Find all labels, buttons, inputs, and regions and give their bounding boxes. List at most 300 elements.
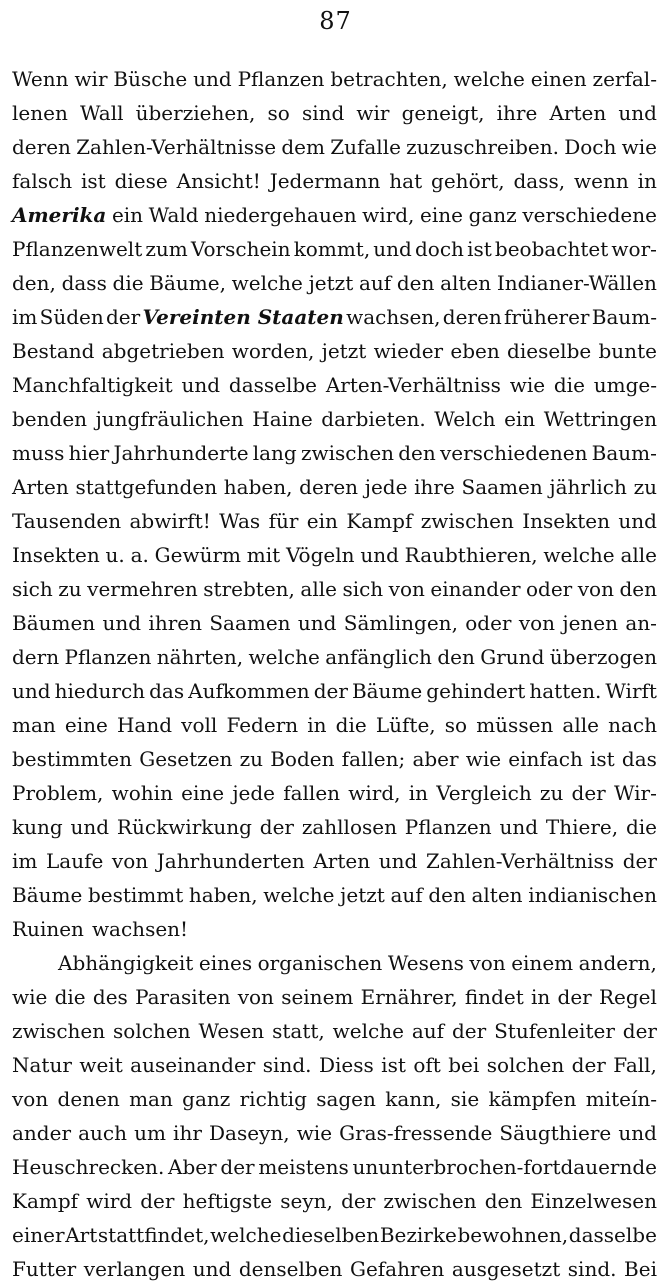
word: Bezirke: [379, 1223, 457, 1247]
word: seinem: [281, 985, 354, 1009]
word: ununterbrochen-fortdauernde: [352, 1155, 657, 1179]
word: wieder: [373, 339, 444, 363]
word: ihre: [414, 475, 455, 499]
text-line: [12, 1150, 657, 1184]
word: sich: [342, 577, 384, 601]
word: niedergehauen: [204, 203, 357, 227]
word: der: [105, 305, 141, 329]
text-line: [12, 504, 657, 538]
word: oft: [413, 1053, 441, 1077]
word: dasselbe: [568, 1223, 657, 1247]
word: Thiere,: [545, 815, 619, 839]
word: ist: [381, 1053, 406, 1077]
word: bestimmt: [87, 883, 184, 907]
word: und: [297, 611, 337, 635]
text-line: [12, 266, 657, 300]
word: ein: [306, 509, 338, 533]
word: muss: [12, 441, 65, 465]
word: ist: [80, 169, 106, 193]
word: Problem,: [12, 781, 104, 805]
word: indianischen: [528, 883, 657, 907]
word: deren: [442, 305, 502, 329]
word: benden: [12, 407, 88, 431]
word: die: [625, 815, 657, 839]
word: welche: [248, 645, 320, 669]
word: von: [12, 1087, 49, 1111]
word: jede: [364, 475, 408, 499]
word: Ernährer,: [360, 985, 458, 1009]
word: eine: [181, 781, 225, 805]
word: von: [518, 611, 556, 635]
word: einfach: [508, 747, 583, 771]
word: Abhängigkeit: [58, 951, 194, 975]
word: worden,: [231, 339, 315, 363]
word: Bestand: [12, 339, 95, 363]
word: wir: [74, 67, 108, 91]
word: die: [54, 985, 86, 1009]
word: jetzt: [321, 339, 367, 363]
word: Indianer-Wällen: [496, 271, 657, 295]
word: und: [12, 679, 51, 703]
word: Wesens: [387, 951, 464, 975]
word: weit: [79, 1053, 123, 1077]
word: in: [531, 985, 551, 1009]
text-line: [12, 62, 657, 96]
text-line: [12, 1048, 657, 1082]
word: fallen;: [341, 747, 406, 771]
word: zwischen: [12, 1019, 106, 1043]
word: Arten: [549, 101, 607, 125]
word: Arten: [12, 475, 69, 499]
word: zu: [58, 577, 82, 601]
word: Regel: [598, 985, 657, 1009]
word: hier: [68, 441, 110, 465]
text-line: [12, 198, 657, 232]
word: und: [618, 1121, 657, 1145]
word: Ansicht!: [176, 169, 261, 193]
body-text: [12, 62, 657, 1286]
word: Welch: [434, 407, 496, 431]
word: oder: [526, 577, 573, 601]
word: geneigt,: [401, 101, 485, 125]
text-line: [12, 402, 657, 436]
word: ihre: [496, 101, 538, 125]
word: wachsen!: [91, 917, 189, 941]
word: Rückwirkung: [116, 815, 252, 839]
word: andern,: [578, 951, 657, 975]
text-line: [12, 980, 657, 1014]
word: und: [193, 67, 232, 91]
word: Saamen: [461, 475, 543, 499]
word: um: [134, 1121, 166, 1145]
word: ihren: [148, 611, 202, 635]
word: in: [637, 169, 657, 193]
word: bestimmten: [12, 747, 133, 771]
word: gehindert: [426, 679, 526, 703]
text-line: [12, 674, 657, 708]
word: der: [571, 781, 606, 805]
word: wird: [86, 1189, 133, 1213]
word: und: [70, 815, 110, 839]
word: der: [220, 1155, 255, 1179]
word: diese: [114, 169, 168, 193]
word: oder: [465, 611, 512, 635]
word: Zahlen-Verhältnisse: [76, 135, 277, 159]
word: der: [571, 1053, 606, 1077]
word: deren: [12, 135, 71, 159]
word: des: [92, 985, 128, 1009]
text-line: [12, 572, 657, 606]
word: Gewürm: [154, 543, 241, 567]
word: beobachtet: [494, 237, 609, 261]
word: jede: [232, 781, 275, 805]
word: Vögeln: [285, 543, 355, 567]
word: Manchfaltigkeit: [12, 373, 173, 397]
word: findet: [464, 985, 524, 1009]
word: statt,: [272, 1019, 325, 1043]
word: jenen: [562, 611, 619, 635]
word: sie: [450, 1087, 480, 1111]
word: dass,: [513, 169, 566, 193]
word: welche: [332, 1019, 404, 1043]
word: umge-: [593, 373, 657, 397]
word: Bei: [624, 1257, 657, 1281]
word: wachsen,: [346, 305, 441, 329]
text-line: [12, 1252, 657, 1286]
word: abgetrieben: [101, 339, 225, 363]
word: betrachten,: [330, 67, 448, 91]
word: alle: [300, 577, 337, 601]
word: richtig: [239, 1087, 307, 1111]
word: der: [313, 679, 348, 703]
word: hat: [389, 169, 423, 193]
word: Gras-fressende: [339, 1121, 493, 1145]
word: Saamen: [209, 611, 291, 635]
word: man: [129, 1087, 173, 1111]
word: auseinander: [130, 1053, 256, 1077]
word: voll: [181, 713, 218, 737]
word: ein: [504, 407, 536, 431]
word: und: [499, 815, 539, 839]
text-line: [12, 640, 657, 674]
page-number: 87: [319, 7, 352, 35]
word: nährten,: [156, 645, 244, 669]
word: Futter: [12, 1257, 77, 1281]
word: Süden: [39, 305, 104, 329]
word: ganz: [468, 203, 517, 227]
word: von: [237, 985, 274, 1009]
word: solchen: [486, 1053, 565, 1077]
text-line: [12, 1218, 657, 1252]
text-line: [12, 946, 657, 980]
word: dass: [61, 271, 107, 295]
word: organischen: [257, 951, 383, 975]
word: strebten,: [203, 577, 295, 601]
word: darbieten.: [321, 407, 426, 431]
word: die: [112, 271, 144, 295]
word: mit: [246, 543, 281, 567]
text-line: [12, 776, 657, 810]
word: in: [307, 713, 327, 737]
word: Bäume: [12, 883, 83, 907]
word: der: [622, 1019, 657, 1043]
word: Säugthiere: [499, 1121, 612, 1145]
word: denselben: [238, 1257, 343, 1281]
word: das: [149, 679, 185, 703]
text-line: [12, 164, 657, 198]
word: von: [577, 577, 614, 601]
word: und: [373, 237, 412, 261]
word: Kampf: [12, 1189, 79, 1213]
word: Aufkommen: [188, 679, 310, 703]
word: kung: [12, 815, 63, 839]
word: einem: [511, 951, 574, 975]
word: Laufe: [45, 849, 104, 873]
word: haben,: [188, 883, 258, 907]
word: wird,: [362, 203, 415, 227]
word: Bäume,: [149, 271, 226, 295]
word: Wenn: [12, 67, 69, 91]
text-line: [12, 742, 657, 776]
word: ist: [467, 237, 492, 261]
word: jetzt: [340, 883, 385, 907]
word: zerfal-: [592, 67, 657, 91]
word: Vergleich: [436, 781, 532, 805]
word: wie: [12, 985, 48, 1009]
word: denen: [57, 1087, 120, 1111]
word: Wir-: [613, 781, 657, 805]
word: von: [388, 577, 425, 601]
word: zwischen: [300, 441, 395, 465]
word: stattfindet,: [97, 1223, 210, 1247]
text-line: [12, 436, 657, 470]
word: ander: [12, 1121, 72, 1145]
word: den: [398, 441, 436, 465]
word: Wirft: [605, 679, 657, 703]
text-line: [12, 300, 657, 334]
word: eben: [450, 339, 500, 363]
word: alten: [471, 883, 523, 907]
word: Wall: [79, 101, 124, 125]
word: überzogen: [549, 645, 657, 669]
word: Art: [65, 1223, 98, 1247]
word: Raubthieren,: [404, 543, 538, 567]
word: Heuschrecken.: [12, 1155, 165, 1179]
word: hatten.: [529, 679, 602, 703]
word: sind.: [262, 1053, 312, 1077]
word: die: [553, 373, 585, 397]
text-line: [12, 912, 657, 946]
word: falsch: [12, 169, 73, 193]
word: hiedurch: [54, 679, 146, 703]
word: den: [396, 271, 435, 295]
word: bewohnen,: [457, 1223, 569, 1247]
word: Hand: [116, 713, 173, 737]
text-line: [12, 232, 657, 266]
word: zu: [239, 747, 264, 771]
word: Sämlingen,: [343, 611, 458, 635]
text-line: [12, 1116, 657, 1150]
word: u.: [105, 543, 125, 567]
word: wor-: [611, 237, 657, 261]
word: Pflanzen: [237, 67, 325, 91]
word: wie: [509, 373, 546, 397]
word: Pflanzen: [64, 645, 152, 669]
word: Federn: [226, 713, 299, 737]
word: auf: [358, 271, 392, 295]
word: Zufalle: [330, 135, 401, 159]
word: Haine: [252, 407, 313, 431]
word: seyn,: [280, 1189, 333, 1213]
word: jetzt: [308, 271, 354, 295]
word: welche: [453, 67, 525, 91]
word: einander: [430, 577, 521, 601]
word: deren: [299, 475, 359, 499]
word: wenn: [574, 169, 629, 193]
word: Einzelwesen: [530, 1189, 657, 1213]
word: jährlich: [549, 475, 627, 499]
word: von: [469, 951, 506, 975]
word: anfänglich: [325, 645, 432, 669]
word: Tausenden: [12, 509, 122, 533]
word: der: [557, 985, 592, 1009]
word: solchen: [113, 1019, 191, 1043]
word: überziehen,: [135, 101, 256, 125]
text-line: [12, 810, 657, 844]
text-line: [12, 96, 657, 130]
emphasized-word: Vereinten Staaten: [142, 305, 344, 329]
word: und: [618, 509, 657, 533]
word: zu: [539, 781, 564, 805]
word: Baum-: [591, 441, 657, 465]
word: das: [621, 747, 657, 771]
word: welche: [231, 271, 303, 295]
word: wie: [465, 747, 502, 771]
word: die: [335, 713, 367, 737]
word: den,: [12, 271, 56, 295]
word: im: [12, 305, 38, 329]
word: eine: [64, 713, 108, 737]
word: Bäume: [351, 679, 423, 703]
word: zwischen: [383, 1189, 477, 1213]
word: Vorschein: [190, 237, 291, 261]
word: heftigste: [182, 1189, 273, 1213]
word: kämpfen: [488, 1087, 577, 1111]
word: stattgefunden: [75, 475, 218, 499]
word: der: [451, 1019, 487, 1043]
word: wohin: [111, 781, 173, 805]
word: Baum-: [591, 305, 657, 329]
text-line: [12, 470, 657, 504]
word: von: [111, 849, 149, 873]
word: in: [408, 781, 428, 805]
word: wir: [356, 101, 390, 125]
word: und: [102, 611, 142, 635]
word: für: [268, 509, 299, 533]
word: Aber: [168, 1155, 217, 1179]
word: Wald: [148, 203, 199, 227]
word: verschiedenen: [439, 441, 588, 465]
word: Insekten: [522, 509, 611, 533]
text-line: [12, 130, 657, 164]
word: einer: [12, 1223, 65, 1247]
word: Grund: [480, 645, 545, 669]
word: wird,: [348, 781, 401, 805]
word: man: [12, 713, 56, 737]
word: Stufenleiter: [494, 1019, 615, 1043]
text-line: [12, 368, 657, 402]
word: Jahrhunderten: [156, 849, 305, 873]
text-line: [12, 334, 657, 368]
word: Boden: [270, 747, 335, 771]
word: sagen: [316, 1087, 376, 1111]
word: eines: [198, 951, 253, 975]
text-line: [12, 1014, 657, 1048]
word: Bäumen: [12, 611, 96, 635]
word: zwischen: [420, 509, 514, 533]
word: vermehren: [87, 577, 198, 601]
word: lang: [252, 441, 297, 465]
word: nach: [608, 713, 657, 737]
word: der: [341, 1189, 376, 1213]
word: den: [437, 645, 475, 669]
word: Parasiten: [135, 985, 231, 1009]
word: dieselben: [282, 1223, 380, 1247]
word: auf: [411, 1019, 445, 1043]
word: Büsche: [113, 67, 188, 91]
word: doch: [415, 237, 464, 261]
word: Pflanzenwelt: [12, 237, 143, 261]
word: den: [619, 577, 657, 601]
word: auf: [390, 883, 423, 907]
word: jungfräulichen: [95, 407, 244, 431]
word: alle: [620, 543, 657, 567]
word: zu: [633, 475, 657, 499]
text-line: [12, 1184, 657, 1218]
word: dem: [281, 135, 325, 159]
word: a.: [130, 543, 149, 567]
word: dieselbe: [507, 339, 592, 363]
word: Gefahren: [349, 1257, 445, 1281]
word: Wettringen: [543, 407, 657, 431]
word: ein: [111, 203, 144, 227]
word: so: [267, 101, 290, 125]
word: Ruinen: [12, 917, 84, 941]
word: verlangen: [83, 1257, 186, 1281]
word: und: [192, 1257, 232, 1281]
word: alten: [440, 271, 492, 295]
word: ihr: [173, 1121, 202, 1145]
word: miteín-: [585, 1087, 657, 1111]
text-line: [12, 606, 657, 640]
text-line: [12, 878, 657, 912]
word: eine: [420, 203, 463, 227]
word: und: [378, 849, 418, 873]
word: kann,: [385, 1087, 442, 1111]
word: sind: [301, 101, 345, 125]
word: Kampf: [346, 509, 413, 533]
word: den: [428, 883, 466, 907]
emphasized-word: Amerika: [12, 203, 107, 227]
word: welche: [210, 1223, 282, 1247]
word: auch: [78, 1121, 127, 1145]
word: haben,: [223, 475, 293, 499]
text-line: [12, 1082, 657, 1116]
word: wie: [296, 1121, 333, 1145]
word: den: [484, 1189, 523, 1213]
word: müssen: [476, 713, 554, 737]
word: abwirft!: [129, 509, 211, 533]
